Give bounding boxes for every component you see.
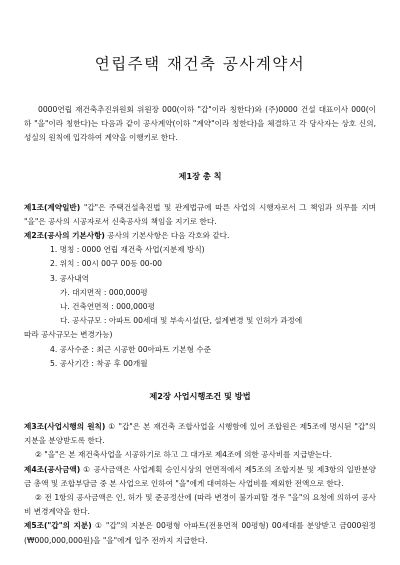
chapter-2-heading: 제2장 사업시행조건 및 방법 bbox=[149, 391, 251, 402]
article-3-title: 제3조(사업시행의 원칙) bbox=[24, 422, 106, 432]
article-5-body: ① "갑"의 지분은 00평형 아파트(전용면적 00평형) 00세대를 분양받고 금000원정(₩000,000,000원)을 "을"에게 입주 전까지 지급한다. bbox=[24, 521, 376, 545]
article-4-paragraph-2: ② 전 1항의 공사금액은 인, 허가 및 준공정산에 (따라 변경이 불가피할 경우 "을"의 요청에 의하여 공사비 변경계약을 한다. bbox=[24, 493, 376, 517]
article-4 bbox=[24, 463, 376, 491]
intro-paragraph: 0000연립 재건축추진위원회 위원장 000(이하 "갑"이라 칭한다)와 (주)0000 건설 대표이사 000(이하 "을"이라 칭한다)는 다음과 같이 공사계약(이하 "계약"이라 칭한다)을 체결하고 각 당사자는 상호 신의, 성실의 원칙에 입각하여 계약을 이행키로 한다. bbox=[24, 105, 376, 143]
article-5 bbox=[24, 519, 376, 547]
list-item: 2. 위치 : 00시 00구 00동 00-00 bbox=[50, 259, 163, 269]
document-title: 연립주택 재건축 공사계약서 bbox=[94, 55, 306, 73]
sub-list-item-wrap: 따라 공사규모는 변경가능) bbox=[24, 330, 113, 340]
article-2-body: 공사의 기본사항은 다음 각호와 같다. bbox=[104, 231, 230, 241]
article-5-title: 제5조("갑"의 지분) bbox=[24, 521, 92, 531]
article-3 bbox=[24, 420, 376, 448]
sub-list-item: 나. 건축연면적 : 000,000평 bbox=[60, 302, 155, 312]
article-4-body: ① 공사금액은 사업계획 승인시상의 연면적에서 제5조의 조합지분 및 제3항의 일반분양금 총액 및 조합부담금 중 본 사업으로 인하여 "을"에게 대여하는 사업비를 제외한 전액으로 한다. bbox=[24, 464, 376, 488]
list-item: 4. 공사수준 : 최근 시공한 00아파트 기본형 수준 bbox=[50, 344, 212, 354]
article-4-title: 제4조(공사금액) bbox=[24, 464, 81, 474]
sub-list-item: 가. 대지면적 : 000,000평 bbox=[60, 287, 148, 297]
chapter-1-heading: 제1장 총 칙 bbox=[178, 170, 222, 181]
article-1 bbox=[24, 201, 376, 229]
article-2-list bbox=[24, 243, 376, 371]
article-3-paragraph-2: ② "을"은 본 재건축사업을 시공하기로 하고 그 대가로 제4조에 의한 공사비를 지급받는다. bbox=[35, 450, 332, 460]
article-2-title: 제2조(공사의 기본사항) bbox=[24, 231, 105, 241]
article-1-title: 제1조(계약일반) bbox=[24, 202, 81, 212]
list-item: 3. 공사내역 bbox=[50, 273, 90, 283]
article-3-body: ① "갑"은 본 재건축 조합사업을 시행함에 있어 조합원은 제5조에 명시된 "갑"의 지분을 분양받도록 한다. bbox=[24, 422, 377, 446]
list-item: 5. 공사기간 : 착공 후 00개월 bbox=[50, 358, 148, 368]
article-1-body: "갑"은 주택건설촉진법 및 관계법규에 따른 사업의 시행자로서 그 책임과 의무를 지며 "을"은 공사의 시공자로서 신축공사의 책임을 지기로 한다. bbox=[24, 202, 376, 226]
list-item: 1. 명칭 : 0000 연립 재건축 사업(지분제 방식) bbox=[50, 245, 205, 255]
sub-list-item: 다. 공사규모 : 아파트 00세대 및 부속시설(단, 설계변경 및 인허가 과정에 bbox=[60, 316, 303, 326]
article-2 bbox=[24, 229, 376, 243]
